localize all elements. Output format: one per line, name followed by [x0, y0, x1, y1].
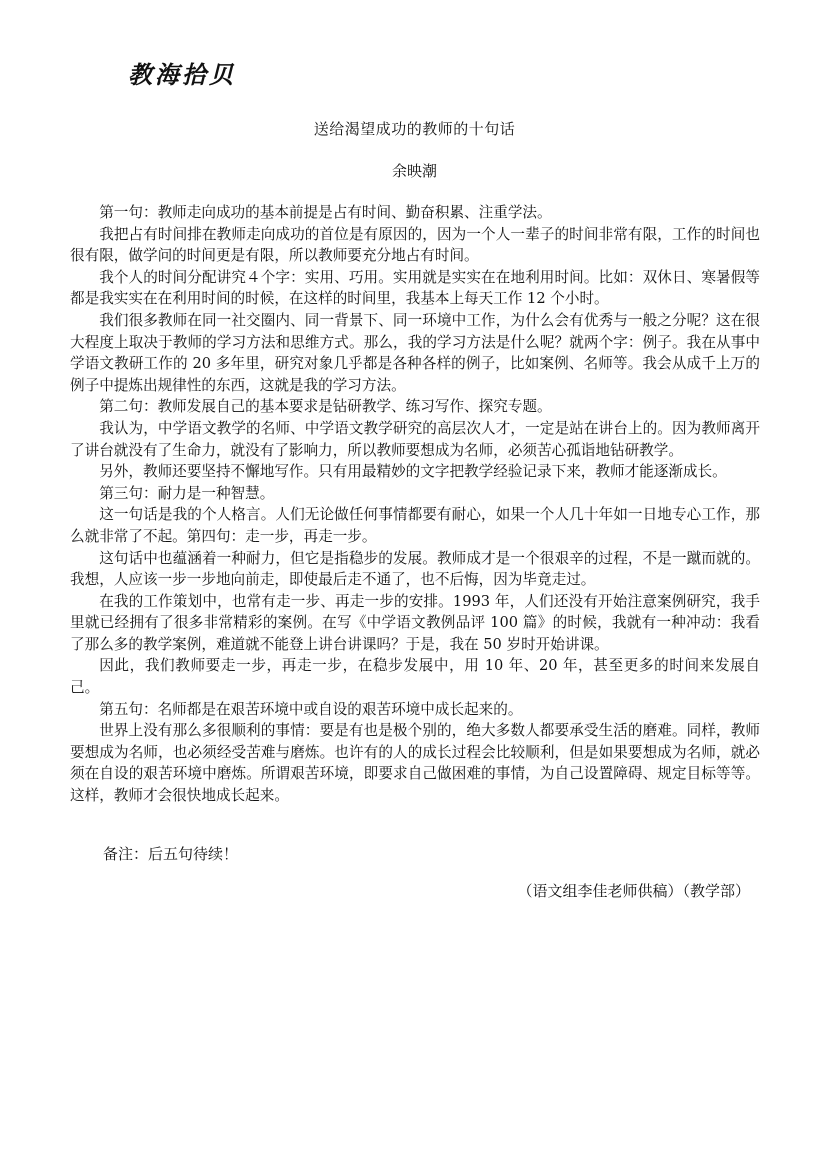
paragraph: 在我的工作策划中，也常有走一步、再走一步的安排。1993 年，人们还没有开始注意案例研究，我手里就已经拥有了很多非常精彩的案例。在写《中学语文教例品评 100 篇》的时候，我就有一种冲动：我看了那么多的教学案例，难道就不能登上讲台讲课吗？于是，我在 50 岁时开始讲课。	[70, 592, 760, 653]
paragraph: 我把占有时间排在教师走向成功的首位是有原因的，因为一个人一辈子的时间非常有限，工作的时间也很有限，做学问的时间更是有限，所以教师要充分地占有时间。	[70, 225, 760, 265]
paragraph: 这句话中也蕴涵着一种耐力，但它是指稳步的发展。教师成才是一个很艰辛的过程，不是一蹴而就的。我想，人应该一步一步地向前走，即使最后走不通了，也不后悔，因为毕竟走过。	[70, 549, 760, 589]
paragraph: 世界上没有那么多很顺利的事情：要是有也是极个别的，绝大多数人都要承受生活的磨难。同样，教师要想成为名师，也必须经受苦难与磨炼。也许有的人的成长过程会比较顺利，但是如果要想成为名师，就必须在自设的艰苦环境中磨炼。所谓艰苦环境，即要求自己做困难的事情，为自己设置障碍、规定目标等等。这样，教师才会很快地成长起来。	[70, 722, 760, 805]
article-author: 余映潮	[391, 162, 437, 180]
article-note: 备注：后五句待续！	[103, 845, 239, 863]
paragraph: 第二句：教师发展自己的基本要求是钻研教学、练习写作、探究专题。	[99, 398, 552, 416]
header-logo-text: 教海拾贝	[128, 61, 236, 89]
paragraph: 因此，我们教师要走一步，再走一步，在稳步发展中，用 10 年、20 年，甚至更多的时间来发展自己。	[70, 657, 760, 697]
paragraph: 我们很多教师在同一社交圈内、同一背景下、同一环境中工作，为什么会有优秀与一般之分呢？这在很大程度上取决于教师的学习方法和思维方式。那么，我的学习方法是什么呢？就两个字：例子。我在从事中学语文教研工作的 20 多年里，研究对象几乎都是各种各样的例子，比如案例、名师等。我会从成千上万的例子中提炼出规律性的东西，这就是我的学习方法。	[70, 311, 760, 394]
paragraph: 第三句：耐力是一种智慧。	[99, 484, 275, 502]
article-credit: （语文组李佳老师供稿）（教学部）	[517, 882, 750, 900]
article-body	[70, 202, 760, 807]
article-title: 送给渴望成功的教师的十句话	[313, 120, 516, 138]
paragraph: 我认为，中学语文教学的名师、中学语文教学研究的高层次人才，一定是站在讲台上的。因为教师离开了讲台就没有了生命力，就没有了影响力，所以教师要想成为名师，必须苦心孤诣地钻研教学。	[70, 419, 760, 459]
paragraph: 这一句话是我的个人格言。人们无论做任何事情都要有耐心，如果一个人几十年如一日地专心工作，那么就非常了不起。第四句：走一步，再走一步。	[70, 506, 760, 545]
paragraph: 另外，教师还要坚持不懈地写作。只有用最精妙的文字把教学经验记录下来，教师才能逐渐成长。	[99, 463, 727, 481]
paragraph: 我个人的时间分配讲究４个字：实用、巧用。实用就是实实在在地利用时间。比如：双休日、寒暑假等都是我实实在在利用时间的时候，在这样的时间里，我基本上每天工作 12 个小时。	[70, 268, 760, 308]
paragraph: 第一句：教师走向成功的基本前提是占有时间、勤奋积累、注重学法。	[99, 204, 552, 221]
paragraph: 第五句：名师都是在艰苦环境中或自设的艰苦环境中成长起来的。	[99, 700, 523, 718]
